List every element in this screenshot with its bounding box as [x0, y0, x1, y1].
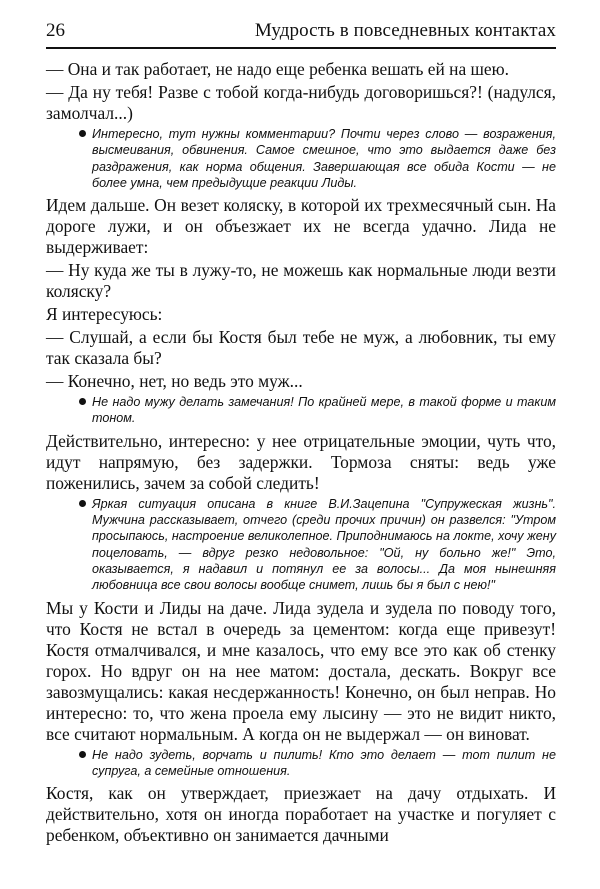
paragraph: Мы у Кости и Лиды на даче. Лида зудела и зудела по поводу того, что Костя не встал в очередь за цементом: когда еще привезут! Костя отмалчивался, и мне казалось, что ему все это как об стенку горох. Но вдруг он на нее матом: достала, дескать. Вокруг все завозмущались: какая несдержанность! Конечно, он был неправ. Но интересно: то, что жена проела ему лысину — это не видит никто, все считают нормальным. А когда он не выдержал — он виноват.: [46, 597, 556, 744]
paragraph: — Ну куда же ты в лужу-то, не можешь как нормальные люди везти коляску?: [46, 260, 556, 302]
comment-note: [46, 747, 556, 780]
bullet-icon: [79, 500, 86, 507]
paragraph: — Конечно, нет, но ведь это муж...: [46, 371, 303, 392]
page-number: 26: [46, 20, 65, 41]
paragraph: Костя, как он утверждает, приезжает на дачу отдыхать. И действительно, хотя он иногда поработает на участке и погуляет с ребенком, объективно он занимается дачными: [46, 783, 556, 846]
paragraph: — Она и так работает, не надо еще ребенка вешать ей на шею.: [46, 59, 509, 79]
running-header: [46, 20, 556, 49]
book-page: [46, 20, 556, 848]
bullet-icon: [79, 130, 86, 137]
comment-note: [46, 496, 556, 594]
comment-note: [46, 394, 556, 427]
comment-note: [46, 126, 556, 191]
bullet-icon: [79, 398, 86, 405]
paragraph: Я интересуюсь:: [46, 304, 163, 325]
note-text: Интересно, тут нужны комментарии? Почти через слово — возражения, высмеивания, обвинения. Самое смешное, что это выдается даже без раздражения, как норма общения. Завершающая все обида Кости — не более умна, чем предыдущие реакции Лиды.: [92, 127, 556, 190]
note-text: Не надо зудеть, ворчать и пилить! Кто это делает — тот пилит не супруга, а семейные отношения.: [92, 747, 556, 778]
paragraph: — Да ну тебя! Разве с тобой когда-нибудь договоришься?! (надулся, замолчал...): [46, 82, 556, 123]
note-text: Яркая ситуация описана в книге В.И.Зацепина "Супружеская жизнь". Мужчина рассказывает, отчего (среди прочих причин) он развелся: "Утром просыпаюсь, настроение великолепное. Приподнимаюсь на локте, хочу жену поцеловать, — вдруг резко недовольное: "Ой, ну больно же!" Это, оказывается, я надавил и потянул ее за волосы... Да моя нынешняя любовница все свои волосы вообще снимет, лишь бы я был с нею!": [92, 496, 556, 593]
page-body: [46, 59, 556, 846]
note-text: Не надо мужу делать замечания! По крайней мере, в такой форме и таким тоном.: [92, 395, 556, 426]
paragraph: — Слушай, а если бы Костя был тебе не муж, а любовник, ты ему так сказала бы?: [46, 327, 556, 369]
paragraph: Действительно, интересно: у нее отрицательные эмоции, чуть что, идут напрямую, без задержки. Тормоза сняты: ведь уже поженились, зачем за собой следить!: [46, 430, 556, 493]
running-title: Мудрость в повседневных контактах: [254, 20, 556, 41]
bullet-icon: [79, 751, 86, 758]
paragraph: Идем дальше. Он везет коляску, в которой их трехмесячный сын. На дороге лужи, и он объезжает их не всегда удачно. Лида не выдерживает:: [46, 195, 556, 258]
